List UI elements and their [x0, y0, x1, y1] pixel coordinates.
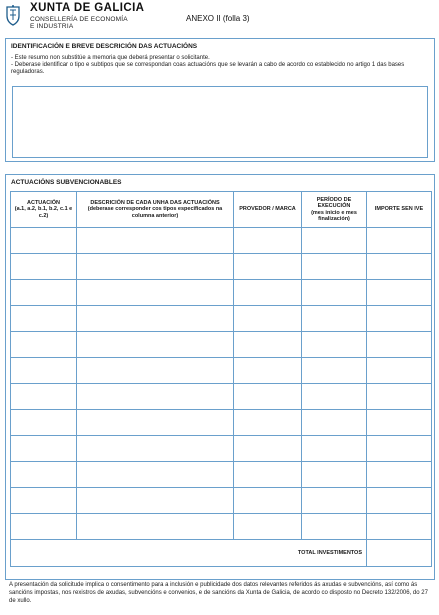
cell-actuacion[interactable] — [11, 488, 77, 514]
cell-importe[interactable] — [367, 306, 432, 332]
cell-importe[interactable] — [367, 410, 432, 436]
cell-actuacion[interactable] — [11, 332, 77, 358]
cell-descricion[interactable] — [77, 280, 234, 306]
cell-periodo[interactable] — [302, 384, 367, 410]
cell-periodo[interactable] — [302, 514, 367, 540]
cell-descricion[interactable] — [77, 306, 234, 332]
cell-provedor[interactable] — [234, 384, 302, 410]
cell-importe[interactable] — [367, 228, 432, 254]
cell-actuacion[interactable] — [11, 514, 77, 540]
identification-note-line-1: - Este resumo non substitúe a memoria que deberá presentar o solicitante. — [11, 55, 210, 61]
cell-descricion[interactable] — [77, 410, 234, 436]
cell-actuacion[interactable] — [11, 462, 77, 488]
identification-section — [5, 38, 435, 162]
cell-importe[interactable] — [367, 254, 432, 280]
column-header-sub: (a.1, a.2, b.1, b.2, c.1 e c.2) — [14, 206, 73, 219]
page-header — [0, 0, 439, 34]
column-header-actuacion — [11, 192, 77, 228]
department-name — [30, 16, 128, 30]
table-row — [11, 410, 432, 436]
cell-provedor[interactable] — [234, 436, 302, 462]
cell-periodo[interactable] — [302, 306, 367, 332]
column-header-provedor — [234, 192, 302, 228]
cell-actuacion[interactable] — [11, 358, 77, 384]
cell-importe[interactable] — [367, 384, 432, 410]
cell-periodo[interactable] — [302, 462, 367, 488]
cell-importe[interactable] — [367, 462, 432, 488]
total-investments-label: TOTAL INVESTIMENTOS — [11, 540, 367, 567]
total-investments-value[interactable] — [367, 540, 432, 567]
cell-periodo[interactable] — [302, 436, 367, 462]
annex-label: ANEXO II (folla 3) — [186, 14, 250, 23]
actions-section — [5, 174, 435, 580]
cell-periodo[interactable] — [302, 488, 367, 514]
cell-importe[interactable] — [367, 436, 432, 462]
cell-descricion[interactable] — [77, 488, 234, 514]
cell-periodo[interactable] — [302, 254, 367, 280]
identification-title: IDENTIFICACIÓN E BREVE DESCRICIÓN DAS ACTUACIÓNS — [11, 43, 198, 50]
table-row — [11, 332, 432, 358]
actions-table-body — [11, 228, 432, 567]
table-row — [11, 358, 432, 384]
identification-note-line-2: - Deberase identificar o tipo e subtipos que se correspondan coas actuacións que se levarán a cabo de acordo co establecido no artigo 1 das bases reguladoras. — [11, 62, 405, 76]
actions-table — [10, 191, 432, 567]
cell-descricion[interactable] — [77, 254, 234, 280]
cell-importe[interactable] — [367, 358, 432, 384]
cell-provedor[interactable] — [234, 514, 302, 540]
table-row — [11, 254, 432, 280]
cell-periodo[interactable] — [302, 332, 367, 358]
cell-provedor[interactable] — [234, 358, 302, 384]
column-header-label: PROVEDOR / MARCA — [239, 206, 296, 213]
cell-descricion[interactable] — [77, 332, 234, 358]
identification-note — [11, 55, 431, 77]
identification-text-field[interactable] — [12, 86, 428, 158]
actions-header-row — [11, 192, 432, 228]
cell-descricion[interactable] — [77, 436, 234, 462]
cell-periodo[interactable] — [302, 280, 367, 306]
cell-provedor[interactable] — [234, 306, 302, 332]
cell-periodo[interactable] — [302, 358, 367, 384]
column-header-label: ACTUACIÓN — [27, 199, 60, 206]
total-row — [11, 540, 432, 567]
column-header-sub: (deberase corresponder cos tipos especificados na columna anterior) — [87, 206, 223, 219]
table-row — [11, 488, 432, 514]
column-header-descricion — [77, 192, 234, 228]
cell-actuacion[interactable] — [11, 228, 77, 254]
table-row — [11, 436, 432, 462]
cell-actuacion[interactable] — [11, 436, 77, 462]
cell-actuacion[interactable] — [11, 280, 77, 306]
cell-actuacion[interactable] — [11, 410, 77, 436]
cell-importe[interactable] — [367, 488, 432, 514]
table-row — [11, 462, 432, 488]
department-line-2: E INDUSTRIA — [30, 23, 74, 30]
column-header-label: IMPORTE SEN IVE — [374, 206, 424, 213]
cell-provedor[interactable] — [234, 228, 302, 254]
cell-provedor[interactable] — [234, 280, 302, 306]
department-line-1: CONSELLERÍA DE ECONOMÍA — [30, 16, 128, 23]
table-row — [11, 384, 432, 410]
table-row — [11, 514, 432, 540]
footer-disclaimer: A presentación da solicitude implica o consentimento para a inclusión e publicidade dos datos relevantes referidos ás axudas e subvencións, así como ás sancións impostas, nos rexistros de axudas, subvencións e convenios, e de sancións da Xunta de Galicia, de acordo co disposto no Decreto 132/2006, do 27 de xullo. — [9, 582, 428, 604]
cell-importe[interactable] — [367, 280, 432, 306]
cell-importe[interactable] — [367, 514, 432, 540]
table-row — [11, 280, 432, 306]
xunta-logo-icon — [5, 4, 21, 26]
cell-descricion[interactable] — [77, 384, 234, 410]
cell-provedor[interactable] — [234, 410, 302, 436]
cell-periodo[interactable] — [302, 410, 367, 436]
cell-actuacion[interactable] — [11, 254, 77, 280]
cell-actuacion[interactable] — [11, 306, 77, 332]
column-header-label: PERÍODO DE EXECUCIÓN — [316, 196, 352, 210]
cell-descricion[interactable] — [77, 228, 234, 254]
cell-provedor[interactable] — [234, 462, 302, 488]
column-header-sub: (mes inicio e mes finalización) — [311, 209, 357, 222]
cell-descricion[interactable] — [77, 514, 234, 540]
cell-descricion[interactable] — [77, 462, 234, 488]
column-header-periodo — [302, 192, 367, 228]
column-header-importe — [367, 192, 432, 228]
cell-provedor[interactable] — [234, 332, 302, 358]
cell-importe[interactable] — [367, 332, 432, 358]
column-header-label: DESCRICIÓN DE CADA UNHA DAS ACTUACIÓNS — [90, 199, 220, 206]
table-row — [11, 306, 432, 332]
actions-title: ACTUACIÓNS SUBVENCIONABLES — [11, 179, 122, 186]
cell-periodo[interactable] — [302, 228, 367, 254]
cell-descricion[interactable] — [77, 358, 234, 384]
table-row — [11, 228, 432, 254]
cell-provedor[interactable] — [234, 488, 302, 514]
cell-actuacion[interactable] — [11, 384, 77, 410]
cell-provedor[interactable] — [234, 254, 302, 280]
brand-name: XUNTA DE GALICIA — [30, 2, 145, 14]
